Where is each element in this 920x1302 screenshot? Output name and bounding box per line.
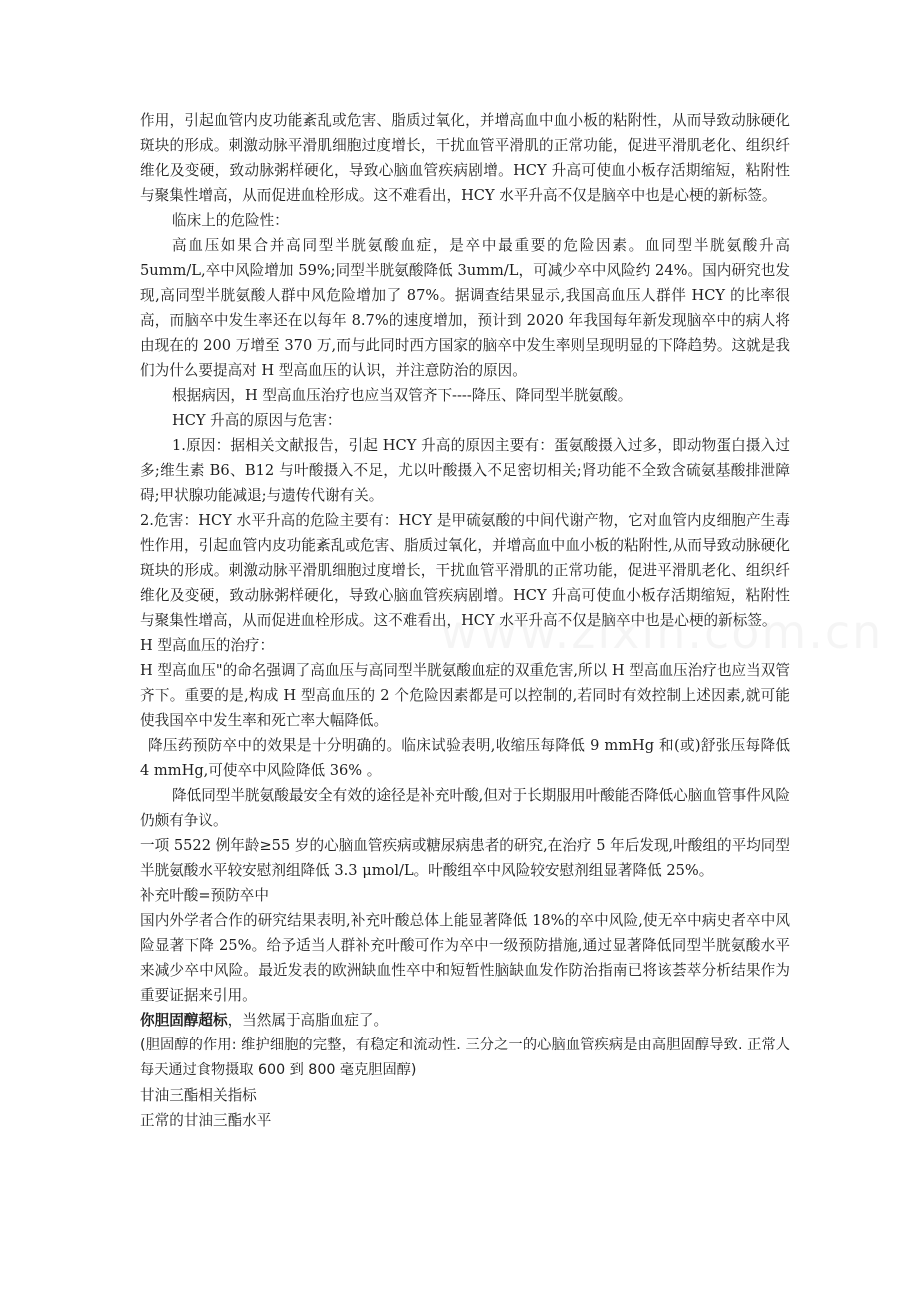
paragraph: 高血压如果合并高同型半胱氨酸血症，是卒中最重要的危险因素。血同型半胱氨酸升高 5umm/L,卒中风险增加 59%;同型半胱氨酸降低 3umm/L，可减少卒中风险约 24%。国内研究也发现,高同型半胱氨酸人群中风危险增加了 87%。据调查结果显示,我国高血压人群伴 HCY 的比率很高，而脑卒中发生率还在以每年 8.7%的速度增加，预计到 2020 年我国每年新发现脑卒中的病人将由现在的 200 万增至 370 万,而与此同时西方国家的脑卒中发生率则呈现明显的下降趋势。这就是我们为什么要提高对 H 型高血压的认识，并注意防治的原因。 <box>140 237 790 379</box>
bold-line-rest: ，当然属于高脂血症了。 <box>227 1012 389 1029</box>
paragraph: 降压药预防卒中的效果是十分明确的。临床试验表明,收缩压每降低 9 mmHg 和(或)舒张压每降低 4 mmHg,可使卒中风险降低 36% 。 <box>140 737 790 779</box>
paragraph: 2.危害：HCY 水平升高的危险主要有：HCY 是甲硫氨酸的中间代谢产物，它对血管内皮细胞产生毒性作用，引起血管内皮功能紊乱或危害、脂质过氧化，并增高血中血小板的粘附性,从而导致动脉硬化斑块的形成。刺激动脉平滑肌细胞过度增长，干扰血管平滑肌的正常功能，促进平滑肌老化、组织纤维化及变硬，致动脉粥样硬化，导致心脑血管疾病剧增。HCY 升高可使血小板存活期缩短，粘附性与聚集性增高，从而促进血栓形成。这不难看出，HCY 水平升高不仅是脑卒中也是心梗的新标签。 <box>140 512 790 629</box>
section-heading-triglycerides: 甘油三酯相关指标 <box>140 1087 257 1104</box>
bold-line <box>140 1008 790 1033</box>
paragraph: 降低同型半胱氨酸最安全有效的途径是补充叶酸,但对于长期服用叶酸能否降低心脑血管事件风险仍颇有争议。 <box>140 787 790 829</box>
paragraph: H 型高血压"的命名强调了高血压与高同型半胱氨酸血症的双重危害,所以 H 型高血压治疗也应当双管齐下。重要的是,构成 H 型高血压的 2 个危险因素都是可以控制的,若同时有效控制上述因素,就可能使我国卒中发生率和死亡率大幅降低。 <box>140 662 790 729</box>
paragraph: 根据病因，H 型高血压治疗也应当双管齐下----降压、降同型半胱氨酸。 <box>172 387 633 404</box>
section-heading-normal-triglycerides: 正常的甘油三酯水平 <box>140 1112 272 1129</box>
paragraph: 1.原因：据相关文献报告，引起 HCY 升高的原因主要有：蛋氨酸摄入过多，即动物蛋白摄入过多;维生素 B6、B12 与叶酸摄入不足，尤以叶酸摄入不足密切相关;肾功能不全致含硫氨基酸排泄障碍;甲状腺功能减退;与遗传代谢有关。 <box>140 437 790 504</box>
paragraph: 作用，引起血管内皮功能紊乱或危害、脂质过氧化，并增高血中血小板的粘附性，从而导致动脉硬化斑块的形成。刺激动脉平滑肌细胞过度增长，干扰血管平滑肌的正常功能，促进平滑肌老化、组织纤维化及变硬，致动脉粥样硬化，导致心脑血管疾病剧增。HCY 升高可使血小板存活期缩短，粘附性与聚集性增高，从而促进血栓形成。这不难看出，HCY 水平升高不仅是脑卒中也是心梗的新标签。 <box>140 112 790 204</box>
section-heading-h-treatment: H 型高血压的治疗： <box>140 637 275 654</box>
document-body <box>140 108 790 1133</box>
section-heading-folic-acid: 补充叶酸=预防卒中 <box>140 887 269 904</box>
paragraph: 国内外学者合作的研究结果表明,补充叶酸总体上能显著降低 18%的卒中风险,使无卒中病史者卒中风险显著下降 25%。给予适当人群补充叶酸可作为卒中一级预防措施,通过显著降低同型半胱氨酸水平来减少卒中风险。最近发表的欧洲缺血性卒中和短暂性脑缺血发作防治指南已将该荟萃分析结果作为重要证据来引用。 <box>140 912 790 1004</box>
section-heading-clinical-risk: 临床上的危险性： <box>172 212 289 229</box>
paragraph: 一项 5522 例年龄≥55 岁的心脑血管疾病或糖尿病患者的研究,在治疗 5 年后发现,叶酸组的平均同型半胱氨酸水平较安慰剂组降低 3.3 μmol/L。叶酸组卒中风险较安慰剂组显著降低 25%。 <box>140 837 790 879</box>
cholesterol-note: (胆固醇的作用: 维护细胞的完整，有稳定和流动性. 三分之一的心脑血管疾病是由高胆固醇导致. 正常人每天通过食物摄取 600 到 800 毫克胆固醇) <box>140 1037 790 1078</box>
section-heading-hcy-causes: HCY 升高的原因与危害： <box>172 412 342 429</box>
bold-text: 你胆固醇超标 <box>140 1012 228 1029</box>
